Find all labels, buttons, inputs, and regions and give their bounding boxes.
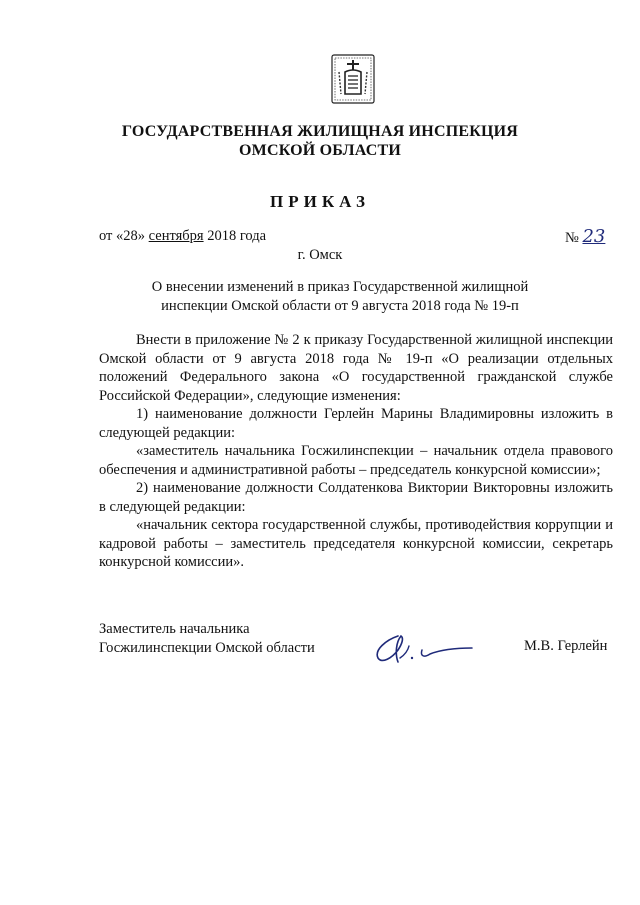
body-paragraph: «начальник сектора государственной службы, противодействия коррупции и кадровой работы – заместитель председателя конкурсной комиссии, секретарь конкурсной комиссии». xyxy=(99,517,613,570)
body-paragraph: «заместитель начальника Госжилинспекции – начальник отдела правового обеспечения и административной работы – председатель конкурсной комиссии»; xyxy=(99,443,613,478)
body-paragraph: 1) наименование должности Герлейн Марины Владимировны изложить в следующей редакции: xyxy=(99,406,613,441)
org-name-line1: ГОСУДАРСТВЕННАЯ ЖИЛИЩНАЯ ИНСПЕКЦИЯ xyxy=(121,123,519,140)
date-suffix: 2018 года xyxy=(203,228,267,244)
omsk-coat-of-arms-icon xyxy=(331,54,375,104)
signatory-position-line2: Госжилинспекции Омской области xyxy=(99,640,315,656)
document-subject xyxy=(100,278,580,316)
number-prefix: № xyxy=(565,230,583,246)
handwritten-signature-icon xyxy=(368,628,478,668)
subject-line2: инспекции Омской области от 9 августа 2018 года № 19-п xyxy=(161,298,519,314)
document-date xyxy=(99,228,266,245)
document-body xyxy=(99,331,613,572)
body-paragraph: Внести в приложение № 2 к приказу Государственной жилищной инспекции Омской области от 9 августа 2018 года № 19-п «О реализации отдельных положений Федерального закона «О государственной гражданской службе Российской Федерации», следующие изменения: xyxy=(99,332,613,404)
date-month: сентября xyxy=(148,228,204,244)
signatory-position xyxy=(99,620,315,658)
document-title: ПРИКАЗ xyxy=(270,192,370,211)
document-city: г. Омск xyxy=(297,247,343,263)
subject-line1: О внесении изменений в приказ Государственной жилищной xyxy=(151,279,529,295)
date-prefix: от «28» xyxy=(99,228,149,244)
body-paragraph: 2) наименование должности Солдатенкова Виктории Викторовны изложить в следующей редакции: xyxy=(99,480,613,515)
org-name-line2: ОМСКОЙ ОБЛАСТИ xyxy=(239,142,401,159)
signatory-position-line1: Заместитель начальника xyxy=(99,621,250,637)
document-number xyxy=(565,226,605,247)
signatory-name: М.В. Герлейн xyxy=(524,638,608,654)
number-value: 23 xyxy=(582,226,606,247)
